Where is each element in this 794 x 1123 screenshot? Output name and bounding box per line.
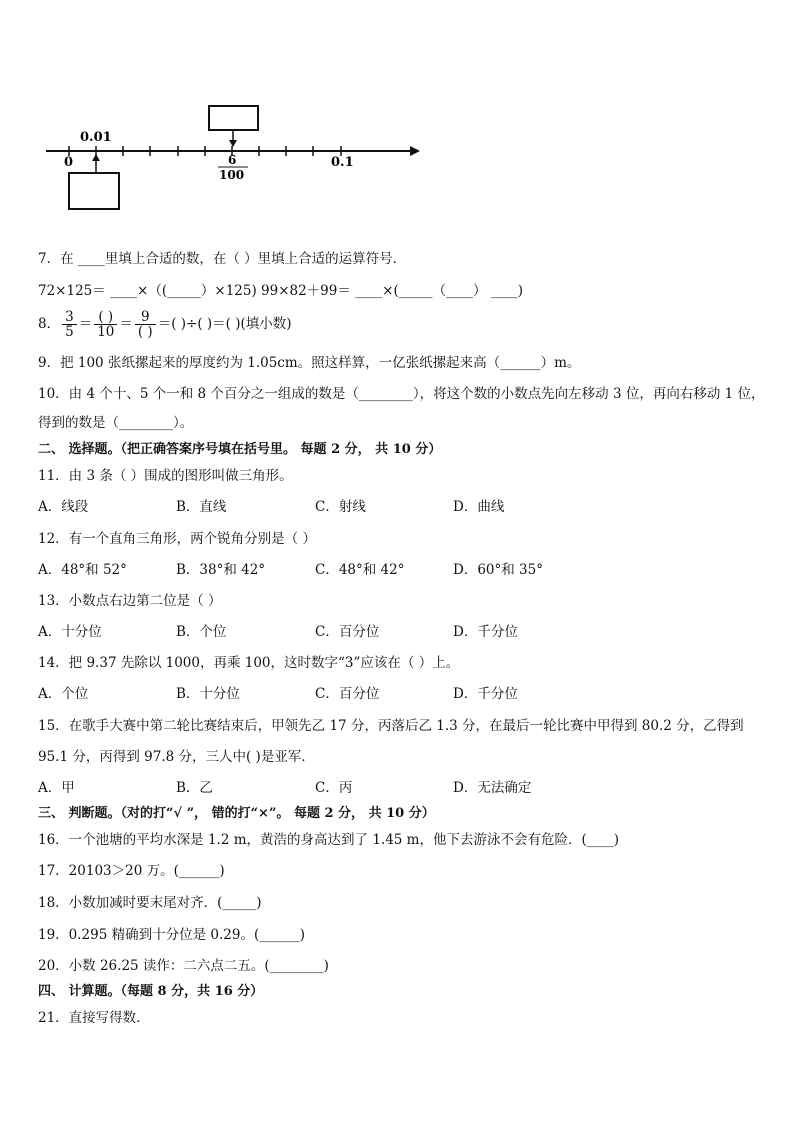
- q15-option-d: D．无法确定: [453, 780, 532, 796]
- question-9: 9．把 100 张纸摞起来的厚度约为 1.05cm。照这样算，一亿张纸摞起来高（______）m。: [38, 355, 581, 371]
- question-15-line-1: 15．在歌手大赛中第二轮比赛结束后，甲领先乙 17 分，丙落后乙 1.3 分，在最后一轮比赛中甲得到 80.2 分，乙得到: [38, 718, 744, 734]
- q12-option-c: C．48°和 42°: [315, 562, 405, 578]
- q11-option-b: B．直线: [176, 499, 227, 515]
- question-13: 13．小数点右边第二位是（ ）: [38, 593, 222, 609]
- question-14: 14．把 9.37 先除以 1000，再乘 100，这时数字“3”应该在（ ）上。: [38, 655, 460, 671]
- q13-option-d: D．千分位: [453, 624, 518, 640]
- q12-option-b: B．38°和 42°: [176, 562, 266, 578]
- section-3-heading: 三、 判断题。（对的打“√ ”， 错的打“×”。 每题 2 分， 共 10 分）: [38, 806, 435, 821]
- question-8: 8． $\frac{3}{5}$ ＝ $\frac{( )}{10}$ ＝ $\frac{9}{( )}$ ＝( )÷( )＝( )(填小数): [38, 309, 292, 340]
- q14-option-b: B．十分位: [176, 686, 240, 702]
- section-4-heading: 四、 计算题。（每题 8 分，共 16 分）: [38, 984, 264, 999]
- answer-box-bottom: [69, 173, 119, 209]
- question-11: 11．由 3 条（ ）围成的图形叫做三角形。: [38, 468, 293, 484]
- q14-option-c: C．百分位: [315, 686, 380, 702]
- label-fraction-num: 6: [228, 153, 237, 167]
- question-7-expressions: 72×125＝ ____×（(_____）×125) 99×82＋99＝ ____×(_____（____） ____): [38, 283, 524, 299]
- section-2-heading: 二、 选择题。（把正确答案序号填在括号里。 每题 2 分， 共 10 分）: [38, 442, 442, 457]
- q15-option-a: A．甲: [38, 780, 75, 796]
- q13-option-c: C．百分位: [315, 624, 380, 640]
- question-18: 18．小数加减时要末尾对齐．(_____): [38, 895, 262, 911]
- label-fraction-den: 100: [219, 168, 245, 182]
- q15-option-b: B．乙: [176, 780, 213, 796]
- q15-option-c: C．丙: [315, 780, 353, 796]
- q12-option-d: D．60°和 35°: [453, 562, 543, 578]
- q11-option-c: C．射线: [315, 499, 366, 515]
- question-15-line-2: 95.1 分，丙得到 97.8 分，三人中( )是亚军．: [38, 749, 315, 765]
- question-19: 19．0.295 精确到十分位是 0.29。(______): [38, 927, 306, 943]
- q14-option-d: D．千分位: [453, 686, 518, 702]
- question-10-line-1: 10．由 4 个十、5 个一和 8 个百分之一组成的数是（________），将这个数的小数点先向左移动 3 位，再向右移动 1 位，: [38, 386, 765, 402]
- number-line-arrow: [410, 146, 420, 156]
- label-zero: 0: [64, 155, 74, 170]
- answer-box-top: [209, 106, 258, 130]
- question-10-line-2: 得到的数是（________）。: [38, 415, 194, 431]
- number-line-diagram: [0, 0, 794, 220]
- question-20: 20．小数 26.25 读作：二六点二五。(________): [38, 958, 329, 974]
- q12-option-a: A．48°和 52°: [38, 562, 127, 578]
- q11-option-a: A．线段: [38, 499, 89, 515]
- arrow-up-icon: [92, 154, 100, 161]
- q14-option-a: A．个位: [38, 686, 89, 702]
- question-17: 17．20103＞20 万。(______): [38, 863, 225, 879]
- question-16: 16．一个池塘的平均水深是 1.2 m，黄浩的身高达到了 1.45 m，他下去游泳不会有危险．(____): [38, 832, 620, 848]
- question-12: 12．有一个直角三角形，两个锐角分别是（ ）: [38, 531, 316, 547]
- fraction-3-5: $\frac{3}{5}$: [62, 310, 77, 339]
- fraction-blank-10: $\frac{( )}{10}$: [94, 310, 117, 339]
- question-7: 7．在 ____里填上合适的数，在（ ）里填上合适的运算符号．: [38, 251, 407, 267]
- q13-option-a: A．十分位: [38, 624, 102, 640]
- q11-option-d: D．曲线: [453, 499, 505, 515]
- question-21: 21．直接写得数．: [38, 1010, 150, 1026]
- q13-option-b: B．个位: [176, 624, 227, 640]
- arrow-down-icon: [229, 140, 237, 147]
- label-0-1: 0.1: [331, 155, 354, 170]
- label-0-01: 0.01: [80, 130, 112, 145]
- fraction-9-blank: $\frac{9}{( )}$: [135, 310, 156, 339]
